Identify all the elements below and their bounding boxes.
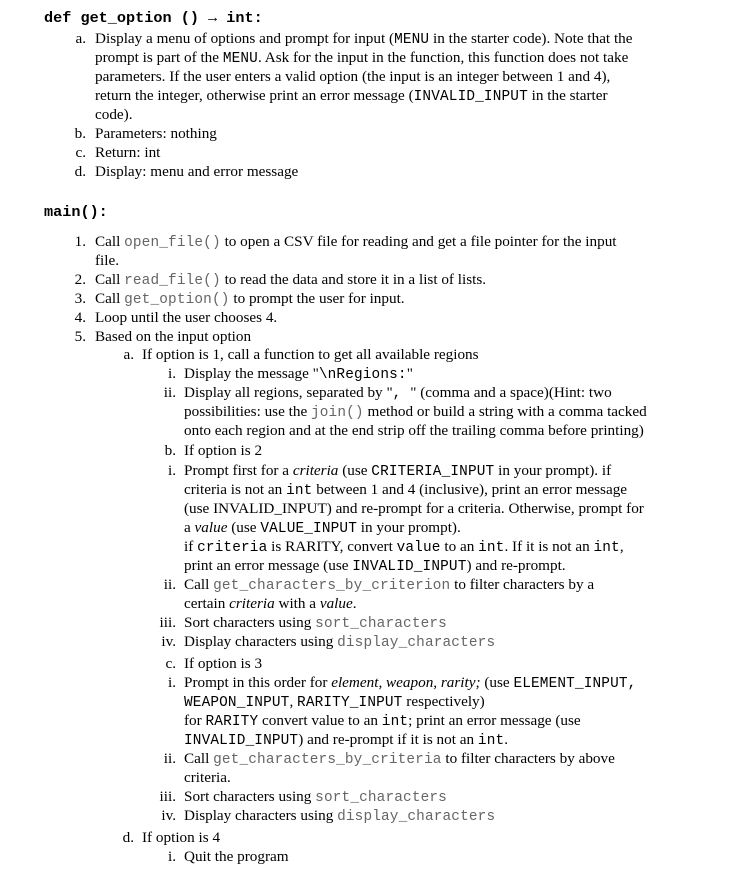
list-item-line: Display: menu and error message <box>95 163 299 180</box>
emphasis-text: criteria <box>292 462 339 479</box>
list-item-line: Display a menu of options and prompt for input (MENU in the starter code). Note that the <box>95 30 633 48</box>
list-item-line: print an error message (use INVALID_INPUT) and re-prompt. <box>184 557 566 575</box>
list-marker: iii. <box>159 788 176 805</box>
list-marker: 1. <box>74 233 86 250</box>
list-item-line: possibilities: use the join() method or build a string with a comma tacked <box>184 403 647 421</box>
list-item-line: Return: int <box>95 144 161 161</box>
list-item-line: prompt is part of the MENU. Ask for the input in the function, this function does not take <box>95 49 629 67</box>
list-item-line: file. <box>95 252 120 269</box>
function-name-code: join() <box>310 405 364 421</box>
list-item-line: Loop until the user chooses 4. <box>95 309 278 326</box>
function-name-code: get_characters_by_criterion <box>213 578 451 594</box>
list-item-line: Display characters using display_characters <box>184 807 496 825</box>
list-item-line: for RARITY convert value to an int; print an error message (use <box>184 712 581 730</box>
list-item-line: return the integer, otherwise print an error message (INVALID_INPUT in the starter <box>95 87 608 105</box>
emphasis-text: value <box>319 595 353 612</box>
list-item-line: Parameters: nothing <box>95 125 217 142</box>
list-item-line: Prompt first for a criteria (use CRITERIA_INPUT in your prompt). if <box>184 462 612 480</box>
inline-code: VALUE_INPUT <box>260 521 357 537</box>
list-item-line: Call get_characters_by_criterion to filter characters by a <box>184 576 595 594</box>
inline-code: MENU <box>222 51 258 67</box>
function-name-code: display_characters <box>337 809 496 825</box>
inline-code: WEAPON_INPUT <box>184 695 290 711</box>
list-item-line: INVALID_INPUT) and re-prompt if it is not an int. <box>184 731 509 749</box>
list-item-line: criteria. <box>184 769 231 786</box>
list-marker: 5. <box>74 328 86 345</box>
inline-code: criteria <box>197 540 268 556</box>
list-marker: 4. <box>74 309 86 326</box>
list-item-line: Call get_option() to prompt the user for input. <box>95 290 405 308</box>
list-item-line: Sort characters using sort_characters <box>184 788 447 806</box>
list-marker: 3. <box>74 290 86 307</box>
inline-code: INVALID_INPUT <box>184 733 299 749</box>
list-marker: b. <box>74 125 86 142</box>
emphasis-text: criteria <box>229 595 275 612</box>
list-item-line: Based on the input option <box>95 328 252 345</box>
list-item-line: Call open_file() to open a CSV file for reading and get a file pointer for the input <box>95 233 617 251</box>
list-marker: i. <box>167 365 176 382</box>
function-name-code: sort_characters <box>315 790 447 806</box>
list-item-line: Sort characters using sort_characters <box>184 614 447 632</box>
inline-code: ELEMENT_INPUT, <box>513 676 637 692</box>
function-name-code: get_characters_by_criteria <box>213 752 442 768</box>
list-marker: d. <box>74 163 86 180</box>
list-item-line: Display the message "\nRegions:" <box>184 365 413 383</box>
list-item-line: if criteria is RARITY, convert value to an int. If it is not an int, <box>184 538 624 556</box>
get-option-heading: def get_option () → int: <box>44 9 263 27</box>
main-heading: main(): <box>44 203 108 221</box>
function-name-code: read_file() <box>124 273 221 289</box>
list-marker: c. <box>75 144 86 161</box>
list-item-line: code). <box>95 106 133 123</box>
option-heading: If option is 2 <box>184 442 263 459</box>
list-marker: a. <box>75 30 86 47</box>
list-item-line: certain criteria with a value. <box>184 595 357 612</box>
inline-code: RARITY <box>205 714 259 730</box>
function-name-code: get_option() <box>124 292 230 308</box>
list-marker: 2. <box>74 271 86 288</box>
list-item-line: a value (use VALUE_INPUT in your prompt). <box>184 519 461 537</box>
list-item-line: Prompt in this order for element, weapon, rarity; (use ELEMENT_INPUT, <box>184 674 637 692</box>
list-item-line: Display all regions, separated by ", " (comma and a space)(Hint: two <box>184 384 612 402</box>
inline-code: CRITERIA_INPUT <box>371 464 495 480</box>
list-marker: iv. <box>161 807 176 824</box>
inline-code: \nRegions: <box>318 367 407 383</box>
inline-code: int <box>478 540 505 556</box>
option-heading: If option is 3 <box>184 655 263 672</box>
list-marker: c. <box>165 655 176 672</box>
inline-code: MENU <box>394 32 430 48</box>
list-marker: i. <box>167 462 176 479</box>
option-heading: If option is 1, call a function to get all available regions <box>142 346 479 363</box>
list-marker: ii. <box>163 384 176 401</box>
list-item-line: Display characters using display_characters <box>184 633 496 651</box>
list-item-line: criteria is not an int between 1 and 4 (inclusive), print an error message <box>184 481 628 499</box>
inline-code: , <box>392 386 411 402</box>
list-item-line: Call read_file() to read the data and store it in a list of lists. <box>95 271 487 289</box>
list-item-line: onto each region and at the end strip off the trailing comma before printing) <box>184 422 644 439</box>
function-name-code: display_characters <box>337 635 496 651</box>
list-marker: b. <box>164 442 176 459</box>
list-item-line: Quit the program <box>184 848 289 865</box>
inline-code: RARITY_INPUT <box>297 695 403 711</box>
inline-code: INVALID_INPUT <box>413 89 528 105</box>
function-name-code: open_file() <box>124 235 221 251</box>
inline-code: int <box>381 714 409 730</box>
inline-code: int <box>593 540 620 556</box>
list-item-line: WEAPON_INPUT, RARITY_INPUT respectively) <box>184 693 485 711</box>
inline-code: int <box>477 733 505 749</box>
list-marker: iii. <box>159 614 176 631</box>
list-marker: a. <box>123 346 134 363</box>
list-marker: ii. <box>163 576 176 593</box>
list-item-line: (use INVALID_INPUT) and re-prompt for a criteria. Otherwise, prompt for <box>184 500 644 517</box>
list-marker: ii. <box>163 750 176 767</box>
emphasis-text: element, weapon, rarity; <box>331 674 481 691</box>
function-name-code: sort_characters <box>315 616 447 632</box>
inline-code: value <box>396 540 441 556</box>
list-marker: iv. <box>161 633 176 650</box>
list-marker: i. <box>167 674 176 691</box>
inline-code: int <box>286 483 313 499</box>
list-marker: d. <box>122 829 134 846</box>
list-marker: i. <box>167 848 176 865</box>
inline-code: INVALID_INPUT <box>352 559 467 575</box>
option-heading: If option is 4 <box>142 829 221 846</box>
list-item-line: Call get_characters_by_criteria to filter characters by above <box>184 750 615 768</box>
emphasis-text: value <box>194 519 228 536</box>
list-item-line: parameters. If the user enters a valid option (the input is an integer between 1 and 4), <box>95 68 611 85</box>
